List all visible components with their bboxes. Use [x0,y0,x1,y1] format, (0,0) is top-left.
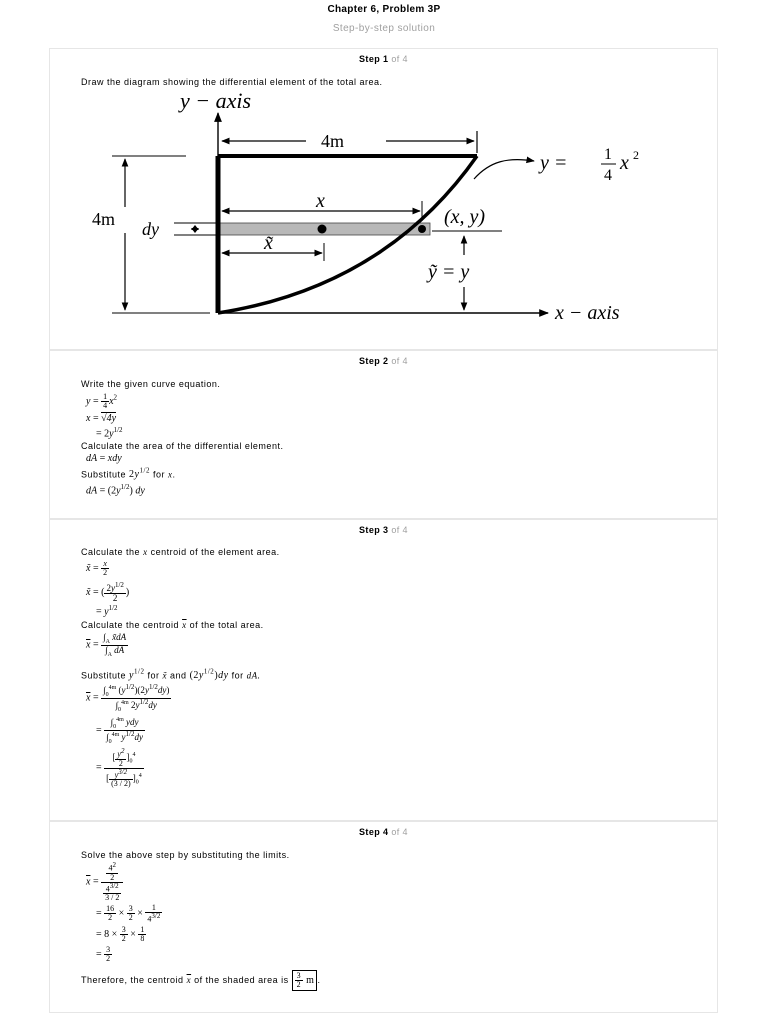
text-part: dA. [246,670,261,681]
xbar-limits-substituted: $\overline{x}$ = $\frac{\frac{4^2}{2}}{\frac{4^{3/2}}{3 / 2}}$ [86,862,123,902]
text-part: and [170,670,187,681]
ytilde-label: ỹ = y [428,261,470,283]
xbar-result: = $\frac{3}{2}$ [96,945,111,963]
period: . [172,469,176,480]
xtilde-equation: x̃ = $\frac{x}{2}$ [86,559,108,577]
step-3-card [49,519,718,821]
text-part: Calculate the [81,547,141,557]
text-part: centroid of the element area. [150,547,280,557]
width-label: 4m [321,131,345,151]
text-part: Calculate the centroid [81,620,180,630]
step-count: of 4 [391,356,408,366]
dy-arrow-down [191,228,199,233]
curve-frac-num: 1 [604,146,612,163]
xtilde-simplified: = $y^{1/2}$ [96,604,118,618]
step-3-text-2: Calculate the centroid $\overline{x}$ of the total area. [81,620,264,630]
step-label: Step 2 [359,356,389,366]
text-part: for [147,670,160,681]
step-3-substitute: Substitute $y^{1/2}$ for x̃ and $(2y^{1/2})dy$ for dA. [81,668,261,682]
step-2-text-2: Calculate the area of the differential element. [81,441,284,451]
xbar-integral-equation: $\overline{x}$ = $\frac{\int_A x̃dA}{\int_A dA}$ [86,632,127,658]
y-axis-label: y − axis [180,91,252,113]
xbar-evaluated-form: = [ $\frac{y^2}{2}$ ]$_0^4$ [ $\frac{y^{3/2}}{(3 / 2)}$ ]$_0^4$ [96,747,142,789]
curve-leader-arrow [474,160,534,179]
strip-centroid-point [318,225,327,234]
da-substituted: dA = $(2y^{1/2})$ dy [86,483,145,497]
answer-unit: m [306,974,315,986]
step-label: Step 1 [359,54,389,64]
x-equation-simplified: = $2y^{1/2}$ [96,426,123,440]
page-subtitle: Step-by-step solution [332,23,436,34]
curve-exp: 2 [633,148,639,162]
curve-frac-den: 4 [604,167,612,184]
da-equation: dA = xdy [86,453,122,464]
text-part: of the total area. [189,620,264,630]
xtilde-substituted: x̃ = ( $\frac{2y^{1/2}}{2}$ ) [86,581,130,603]
curve-equation: y = $\frac{1}{4}$ $x^2$ [86,392,118,410]
text-part: x [143,547,148,557]
step-count: of 4 [391,827,408,837]
step-label: Step 4 [359,827,389,837]
step-2-card [49,350,718,519]
step-4-header [50,827,717,837]
step-1-card [49,48,718,350]
text-part: of the shaded area is [194,974,289,985]
x-equation: x = √4y [86,413,117,424]
xbar-step-a: = $\frac{16}{2}$ × $\frac{3}{2}$ × $\frac{1}{4^{3/2}}$ [96,903,161,924]
step-4-text-1: Solve the above step by substituting the limits. [81,850,290,860]
point-label: (x, y) [444,206,486,228]
step-count: of 4 [391,525,408,535]
page-title: Chapter 6, Problem 3P [327,4,441,15]
step-label: Step 3 [359,525,389,535]
step-3-header [50,525,717,535]
step-3-text-1 [81,547,280,557]
text-part: Therefore, the centroid [81,974,184,985]
step-4-card [49,821,718,1013]
xbar-integral-simplified: = $\frac{\int_0^{4m} ydy}{\int_0^{4m} y^{1/2}dy}$ [96,717,143,745]
step-1-header [50,54,717,64]
xbar-step-b: = 8 × $\frac{3}{2}$ × $\frac{1}{8}$ [96,925,145,943]
step-4-conclusion: Therefore, the centroid $\overline{x}$ of the shaded area is $\frac{3}{2}$ m . [81,971,321,989]
xbar-integral-substituted: $\overline{x}$ = $\frac{\int_0^{4m} (y^{1/2})(2y^{1/2}dy)}{\int_0^{4m} 2y^{1/2}dy}$ [86,683,170,713]
xtilde-label: x̃ [264,232,273,254]
curve-var: x [620,152,629,174]
x-label: x [316,190,325,212]
step-count: of 4 [391,54,408,64]
substitute-word: Substitute [81,469,127,480]
step-2-header [50,356,717,366]
curve-label-lhs: y = [540,152,568,174]
x-variable: x [168,469,173,480]
for-word: for [152,469,165,480]
step-2-text-1: Write the given curve equation. [81,379,221,389]
step-2-substitute: Substitute $2y^{1/2}$ for x. [81,467,176,481]
dy-label: dy [142,219,159,239]
text-part: Substitute [81,670,127,681]
height-label: 4m [92,209,116,229]
step-1-text: Draw the diagram showing the differential element of the total area. [81,77,383,87]
final-answer-box: $\frac{3}{2}$ m [292,970,318,991]
x-axis-label: x − axis [555,302,620,324]
curve-point [418,225,426,233]
differential-element-diagram [50,91,719,351]
text-part: for [231,670,244,681]
